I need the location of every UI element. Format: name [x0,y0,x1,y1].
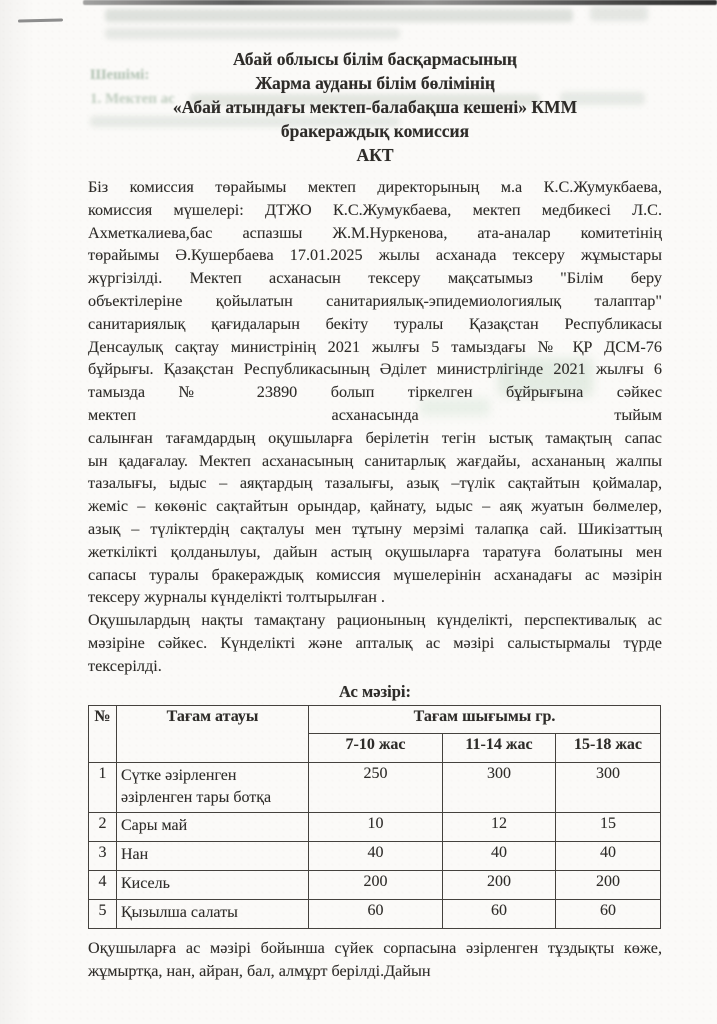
column-header-age-15-18: 15-18 жас [556,733,661,762]
text-line: комиссия мүшелері: ДТЖО К.С.Жумукбаева, мектеп медбикесі Л.С. [88,200,662,219]
cell-portion-7-10: 10 [309,812,443,841]
cell-portion-11-14: 12 [443,812,556,841]
text-line: объектілеріне қойылатын санитариялық-эпидемиологиялық талаптар" [88,291,662,310]
cell-row-number: 5 [89,899,117,928]
text-line: ын қадағалау. Мектеп асханасының санитарлық жағдайы, асхананың жалпы [88,451,662,470]
text-line: мәзіріне сәйкес. Күнделікті және апталық ас мәзірі салыстырмалы түрде [88,633,662,652]
cell-portion-15-18: 60 [556,899,661,928]
text-line: азық – түліктердің сақталуы мен тұтыну мерзімі талапқа сай. Шикізаттың [88,519,662,538]
text-line: Ахметкалиева,бас аспазшы Ж.М.Нуркенова, ата-аналар комитетінің [88,223,662,242]
header-line-org: Абай облысы білім басқармасының [232,49,518,69]
cell-portion-15-18: 15 [556,812,661,841]
document-content [88,0,662,983]
body-paragraph-2 [88,609,662,677]
document-header [88,47,662,167]
cell-dish-name: Нан [117,841,309,870]
cell-row-number: 2 [89,812,117,841]
text-line: санитариялық қағидаларын бекіту туралы Қазақстан Республикасы [88,314,662,333]
cell-portion-11-14: 40 [443,841,556,870]
text-line: тексерілді. [88,656,162,675]
cell-row-number: 3 [89,841,117,870]
cell-portion-7-10: 60 [309,899,443,928]
header-line-school: «Абай атындағы мектеп-балабақша кешені» КММ [172,97,578,117]
bleed-through-text: 1. Мектеп ас [90,91,175,107]
text-line: төрайымы Ә.Кушербаева 17.01.2025 жылы асханада тексеру жұмыстары [88,246,662,265]
cell-portion-15-18: 200 [556,870,661,899]
cell-dish-name: Сүтке әзірленген әзірленген тары ботқа [117,762,309,812]
cell-dish-name: Қызылша салаты [117,899,309,928]
text-line: тамызда № 23890 болып тіркелген бұйрығына сәйкес [88,383,662,402]
cell-dish-name: Кисель [117,870,309,899]
text-line: Оқушылардың нақты тамақтану рационының күнделікті, перспективалық ас [88,611,662,630]
header-line-district: Жарма ауданы білім бөлімінің [255,73,495,93]
text-line: Оқушыларға ас мәзірі бойынша сүйек сорпасына әзірленген тұздықты көже, [88,938,662,957]
column-header-portion-group: Тағам шығымы гр. [309,705,661,733]
text-line: тексеру журналы күнделікті толтырылған . [88,588,385,607]
column-header-number: № [89,705,117,762]
text-line: жүргізілді. Мектеп асханасын тексеру мақсатымыз "Білім беру [88,269,662,288]
cell-portion-15-18: 300 [556,762,661,812]
table-row [89,812,661,841]
body-paragraph-1 [88,176,662,609]
table-header-row-1 [89,705,661,733]
cell-row-number: 4 [89,870,117,899]
text-line: тазалығы, ыдыс – аяқтардың тазалығы, азық –түлік сақтайтын қоймалар, [88,474,662,493]
closing-paragraph [88,937,662,983]
cell-portion-15-18: 40 [556,841,661,870]
menu-table [88,705,661,929]
text-line: жұмыртқа, нан, айран, бал, алмұрт берілді.Дайын [88,961,431,980]
column-header-age-11-14: 11-14 жас [443,733,556,762]
header-line-commission: бракераждық комиссия [280,121,470,141]
text-line: сапасы туралы бракераждық комиссия мүшелерінін асханадағы ас мәзірін [88,565,662,584]
cell-portion-7-10: 250 [309,762,443,812]
column-header-dish: Тағам атауы [117,705,309,762]
cell-portion-11-14: 200 [443,870,556,899]
menu-table-title: Ас мәзірі: [339,681,411,701]
cell-row-number: 1 [89,762,117,812]
column-header-age-7-10: 7-10 жас [309,733,443,762]
text-line: жеткілікті қолданылуы, дайын астың оқушыларға таратуға болатыны мен [88,542,662,561]
bleed-through-text: Шешімі: [90,67,150,83]
text-line: мектеп асханасында тыйым [88,405,662,424]
scan-dash-artifact [18,18,63,22]
text-line: жеміс – көкөніс сақтайтын орындар, қайнату, ыдыс – аяқ жуатын бөлмелер, [88,497,662,516]
text-line: салынған тағамдардың оқушыларға берілетін тегін ыстық тамақтың сапас [88,428,662,447]
cell-portion-11-14: 300 [443,762,556,812]
table-row [89,841,661,870]
table-row [89,762,661,812]
text-line: Денсаулық сақтау министрінің 2021 жылғы 5 тамыздағы № ҚР ДСМ-76 [88,337,662,356]
cell-portion-7-10: 40 [309,841,443,870]
cell-portion-11-14: 60 [443,899,556,928]
table-row [89,899,661,928]
cell-dish-name: Сары май [117,812,309,841]
table-row [89,870,661,899]
document-title: АКТ [356,145,394,165]
text-line: Біз комиссия төрайымы мектеп директорының м.а К.С.Жумукбаева, [88,178,662,196]
cell-portion-7-10: 200 [309,870,443,899]
text-line: бұйрығы. Қазақстан Республикасының Әділет министрлігінде 2021 жылғы 6 [88,360,662,379]
